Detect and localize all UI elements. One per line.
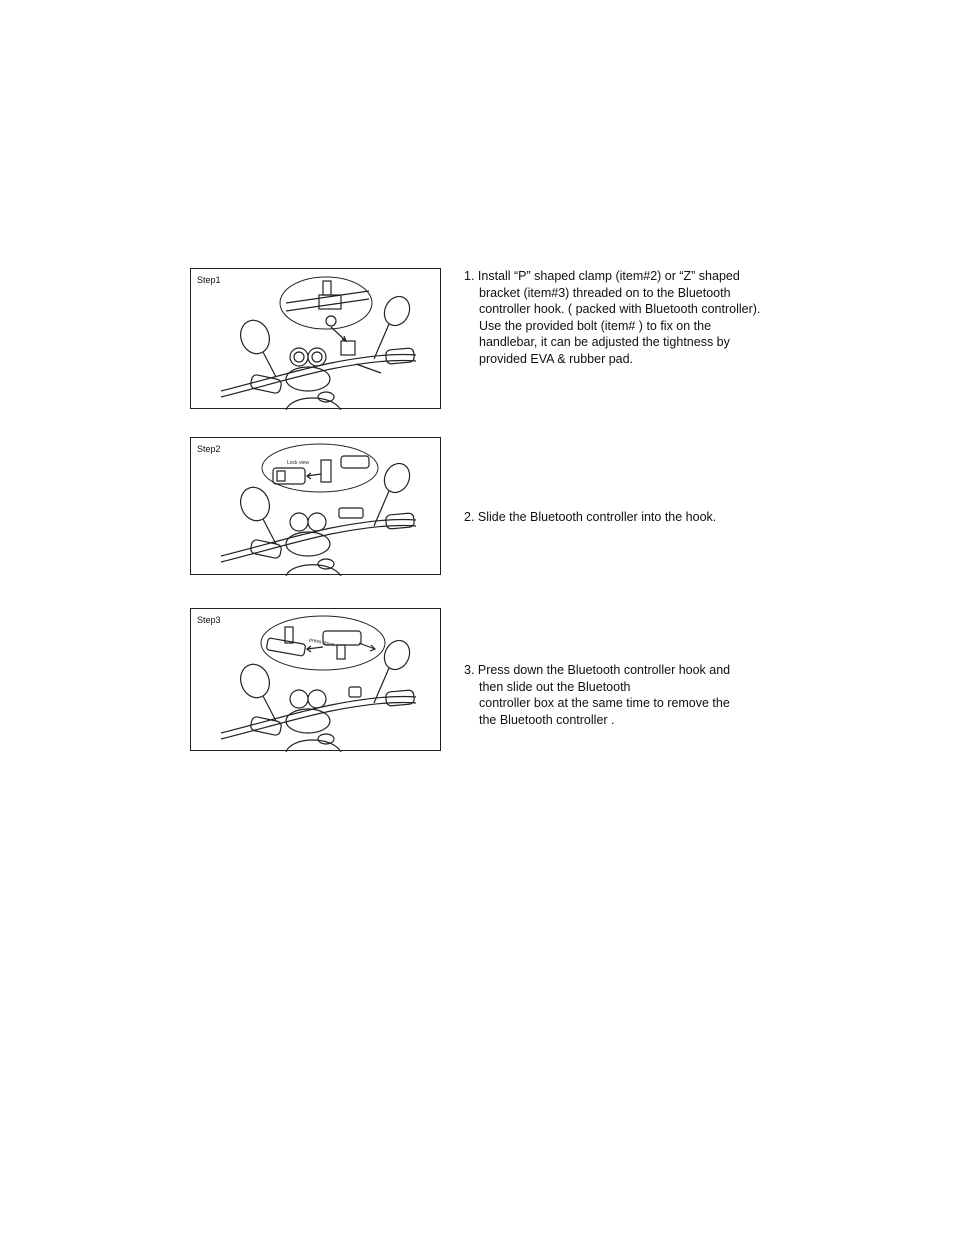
controller-slide-in-illustration [191,438,442,576]
step1-line: handlebar, it can be adjusted the tightness by [479,335,730,349]
step1-line: 1. Install “P” shaped clamp (item#2) or “Z” shaped [464,269,740,283]
inset-label: press down [308,637,335,649]
step3-line: 3. Press down the Bluetooth controller hook and [464,663,731,677]
handlebar-clamp-illustration [191,269,442,410]
step1-line: bracket (item#3) threaded on to the Bluetooth [479,285,731,300]
controller-removal-illustration [191,609,442,752]
step2-figure [190,437,441,575]
step3-line: controller box at the same time to remove the [479,696,730,710]
step3-line: the Bluetooth controller . [479,712,615,727]
step1-line: controller hook. ( packed with Bluetooth controller). [479,302,761,316]
step2-instructions [464,509,794,526]
step2-figure-label: Step2 [197,444,221,454]
inset-label: Lock view [287,460,309,466]
step1-figure [190,268,441,409]
step3-figure-label: Step3 [197,615,221,625]
step1-instructions [464,268,794,367]
step2-line: 2. Slide the Bluetooth controller into the hook. [464,510,717,524]
step1-line: provided EVA & rubber pad. [479,351,634,366]
step3-figure [190,608,441,751]
step3-line: then slide out the Bluetooth [479,679,631,694]
step1-figure-label: Step1 [197,275,221,285]
step1-line: Use the provided bolt (item# ) to fix on the [479,318,712,333]
step3-instructions [464,662,794,728]
